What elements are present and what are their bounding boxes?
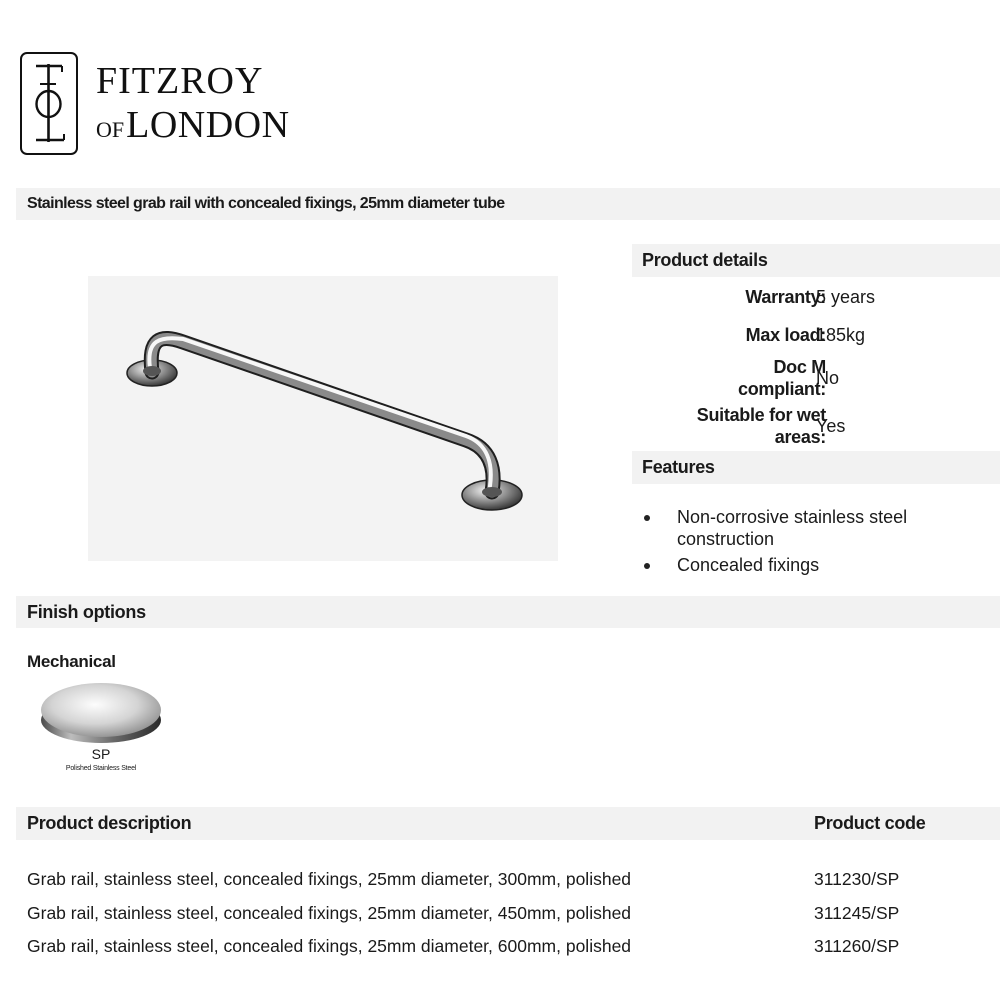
cell-code: 311260/SP — [814, 936, 900, 956]
detail-label — [626, 404, 826, 448]
feature-line1: Concealed fixings — [677, 555, 820, 575]
finish-options-heading: Finish options — [16, 596, 1000, 628]
fol-monogram-icon — [20, 52, 78, 155]
feature-line1: Non-corrosive stainless steel — [677, 507, 908, 527]
column-header-code: Product code — [814, 813, 926, 833]
detail-label: Warranty: — [745, 287, 826, 307]
detail-label-line1: Doc M — [773, 357, 826, 377]
detail-label: Max load: — [745, 325, 826, 345]
brand-name-line1: FITZROY — [96, 60, 264, 102]
brand-name-prefix: OF — [96, 117, 125, 142]
list-item — [640, 554, 990, 576]
feature-line2: construction — [677, 529, 775, 549]
product-table-header — [16, 807, 1000, 840]
detail-label-line2: compliant: — [737, 379, 826, 399]
detail-label-line1: Suitable for wet — [696, 405, 826, 425]
brand-wordmark — [96, 62, 290, 144]
finish-category-label: Mechanical — [27, 652, 116, 671]
grab-rail-image — [88, 276, 558, 561]
bullet-icon — [644, 515, 650, 521]
column-header-description: Product description — [27, 813, 192, 833]
features-heading: Features — [632, 451, 1000, 484]
cell-code: 311245/SP — [814, 903, 900, 923]
cell-code: 311230/SP — [814, 869, 900, 889]
finish-code: SP — [91, 746, 111, 762]
features-list — [640, 506, 990, 580]
polished-steel-swatch — [38, 676, 164, 746]
detail-label-line2: areas: — [774, 427, 826, 447]
detail-label — [626, 356, 826, 400]
brand-name-main: LONDON — [126, 104, 290, 146]
detail-value: Yes — [816, 416, 846, 436]
detail-value: 5 years — [816, 287, 876, 307]
detail-value: 185kg — [816, 325, 866, 345]
table-row — [16, 901, 1000, 925]
brand-name-line2 — [96, 106, 290, 144]
list-item — [640, 506, 990, 550]
table-row — [16, 934, 1000, 958]
table-row — [16, 867, 1000, 891]
bullet-icon — [644, 563, 650, 569]
cell-description: Grab rail, stainless steel, concealed fixings, 25mm diameter, 600mm, polished — [27, 936, 632, 956]
finish-name: Polished Stainless Steel — [65, 765, 137, 772]
cell-description: Grab rail, stainless steel, concealed fixings, 25mm diameter, 450mm, polished — [27, 903, 632, 923]
cell-description: Grab rail, stainless steel, concealed fixings, 25mm diameter, 300mm, polished — [27, 869, 632, 889]
detail-value: No — [816, 368, 840, 388]
product-details-heading: Product details — [632, 244, 1000, 277]
product-title: Stainless steel grab rail with concealed fixings, 25mm diameter tube — [16, 188, 1000, 220]
